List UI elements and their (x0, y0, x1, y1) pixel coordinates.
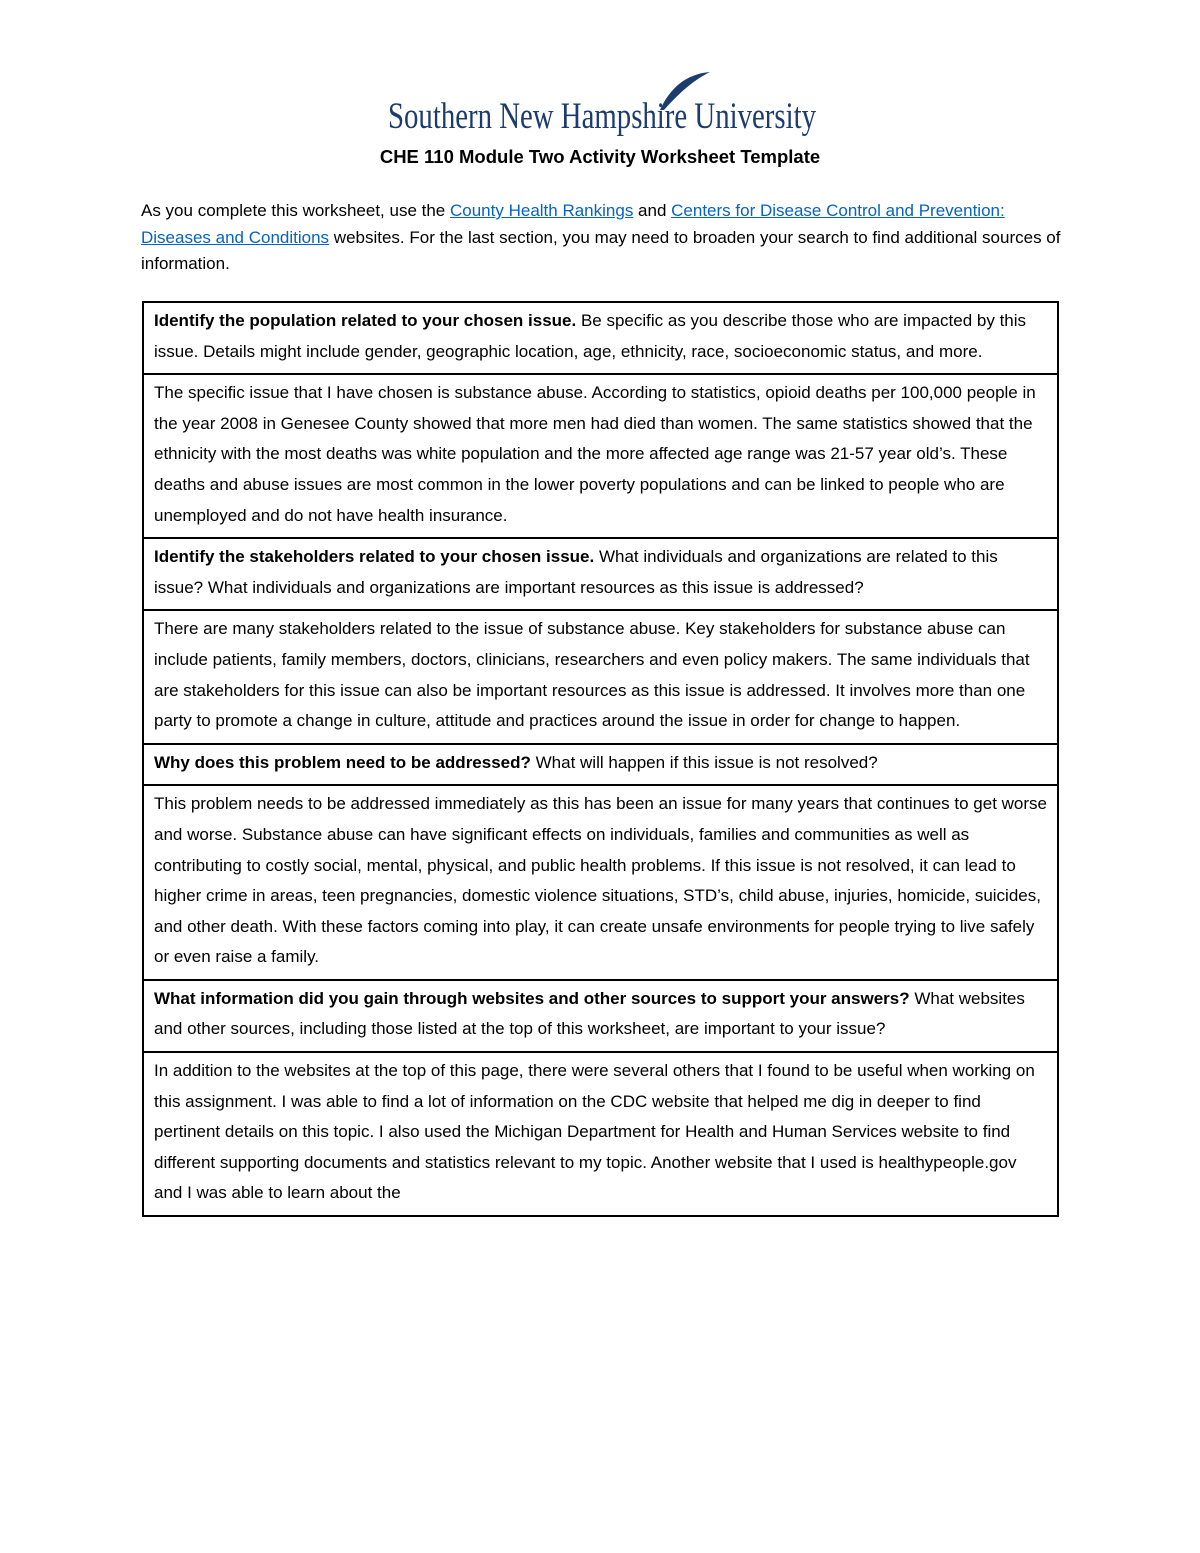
intro-text-after: websites. For the last section, you may need to broaden your search to find additional sources of information. (141, 227, 1061, 273)
table-row (143, 744, 1058, 786)
intro-text-before: As you complete this worksheet, use the (141, 201, 450, 220)
question-cell-sources (143, 980, 1058, 1052)
answer-cell-sources: In addition to the websites at the top of this page, there were several others that I found to be useful when working on this assignment. I was able to find a lot of information on the CDC website that helped me dig in deeper to find pertinent details on this topic. I also used the Michigan Department for Health and Human Services website to find different supporting documents and statistics relevant to my topic. Another website that I used is healthypeople.gov and I was able to learn about the (143, 1052, 1058, 1216)
intro-text-mid: and (633, 201, 672, 220)
question-cell-population (143, 302, 1058, 374)
question-text: What websites and other sources, including those listed at the top of this worksheet, are important to your issue? (154, 988, 1025, 1039)
answer-cell-why-addressed: This problem needs to be addressed immediately as this has been an issue for many years that continues to get worse and worse. Substance abuse can have significant effects on individuals, families and communities as well as contributing to costly social, mental, physical, and public health problems. If this issue is not resolved, it can lead to higher crime in areas, teen pregnancies, domestic violence situations, STD’s, child abuse, injuries, homicide, suicides, and other death. With these factors coming into play, it can create unsafe environments for people trying to live safely or even raise a family. (143, 785, 1058, 980)
page-title: CHE 110 Module Two Activity Worksheet Template (379, 146, 821, 167)
table-row (143, 610, 1058, 743)
question-heading: What information did you gain through websites and other sources to support your answers? (154, 988, 910, 1008)
question-text: Be specific as you describe those who are impacted by this issue. Details might include gender, geographic location, age, ethnicity, race, socioeconomic status, and more. (154, 311, 1027, 361)
answer-cell-stakeholders: There are many stakeholders related to the issue of substance abuse. Key stakeholders for substance abuse can include patients, family members, doctors, clinicians, researchers and even policy makers. The same individuals that are stakeholders for this issue can also be important resources as this issue is addressed. It involves more than one party to promote a change in culture, attitude and practices around the issue in order for change to happen. (143, 610, 1058, 743)
table-row (143, 302, 1058, 374)
question-heading: Why does this problem need to be addressed? (154, 752, 531, 772)
question-heading: Identify the population related to your chosen issue. (154, 311, 577, 330)
question-text: What individuals and organizations are related to this issue? What individuals and organizations are important resources as this issue is addressed? (154, 547, 998, 597)
table-row (143, 538, 1058, 610)
worksheet-table (142, 301, 1059, 1217)
question-text: What will happen if this issue is not resolved? (530, 752, 878, 772)
table-row (143, 980, 1058, 1052)
table-row (143, 1052, 1058, 1216)
question-cell-stakeholders (143, 538, 1058, 610)
county-health-rankings-link[interactable]: County Health Rankings (450, 201, 634, 220)
table-row (143, 785, 1058, 980)
logo-graphic (388, 70, 818, 136)
cdc-diseases-conditions-link[interactable]: Centers for Disease Control and Prevention: Diseases and Conditions (141, 201, 1005, 247)
answer-cell-population: The specific issue that I have chosen is substance abuse. According to statistics, opioid deaths per 100,000 people in the year 2008 in Genesee County showed that more men had died than women. The same statistics showed that the ethnicity with the most deaths was white population and the more affected age range was 21-57 year old’s. These deaths and abuse issues are most common in the lower poverty populations and can be linked to people who are unemployed and do not have health insurance. (143, 374, 1058, 538)
university-logo (388, 70, 818, 136)
table-row (143, 374, 1058, 538)
question-heading: Identify the stakeholders related to your chosen issue. (154, 547, 595, 567)
intro-paragraph (141, 198, 1071, 278)
question-cell-why-addressed (143, 744, 1058, 786)
logo-text: Southern New Hampshire University (388, 96, 817, 137)
